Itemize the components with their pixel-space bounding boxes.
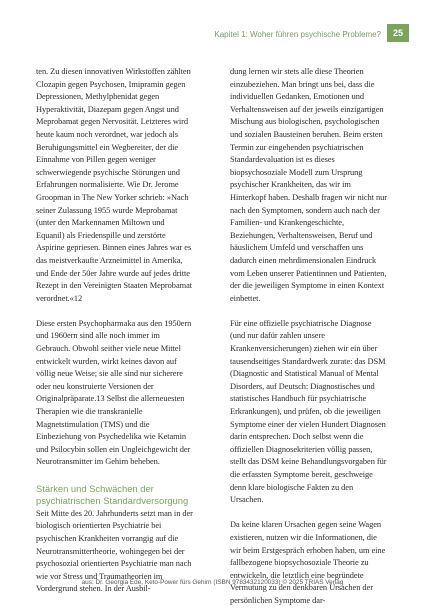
left-paragraph-3: Seit Mitte des 20. Jahrhunderts setzt man in der biologisch orientierten Psychiatrie bei psychischen Krankheiten vorrangig auf die Neurotransmittertheorie, wohingegen bei der psychosozial orientierten Psychiatrie man nach wie vor Stress und Traumatheorien im Vordergrund stehen. In der Ausbil- xyxy=(36,508,193,594)
section-heading: Stärken und Schwächen der psychiatrischen Standardversorgung xyxy=(36,483,189,507)
copyright-footer: aus: Dr. Georgia Ede, Keto-Power fürs Gehirn (ISBN 9783432120033) © 2025 TRIAS Verlag xyxy=(81,579,344,586)
right-paragraph-1: dung lernen wir stets alle diese Theorien einzubeziehen. Man bringt uns bei, dass die individuellen Gedanken, Emotionen und Verhaltensweisen auf der jeweils einzigartigen Mischung aus biologischen, psychologischen und sozialen Bausteinen beruhen. Beim ersten Termin zur eingehenden psychiatrischen Standardevaluation ist es dieses biopsychosoziale Modell zum Ursprung psychischer Krankheiten, das wir im Hinterkopf haben. Deshalb fragen wir nicht nur nach den Symptomen, sondern auch nach der Familien- und Krankengeschichte, Beziehungen, Verhaltensweisen, Beruf und häuslichem Umfeld und verschaffen uns dadurch einen mehrdimensionalen Eindruck vom Leben unserer Patientinnen und Patienten, der die jeweiligen Symptome in einen Kontext einbettet. xyxy=(230,67,388,303)
left-paragraph-1: ten. Zu diesen innovativen Wirkstoffen zählten Clozapin gegen Psychosen, Imipramin gegen Depressionen, Methylphenidat gegen Hyperaktivität, Diazepam gegen Angst und Meprobamat gegen Nervosität. Letzteres wird heute kaum noch verordnet, war jedoch als Beruhigungsmittel ein Wegbereiter, der die Einnahme von Pillen gegen weniger schwerwiegende psychische Störungen und Erfahrungen normalisierte. Wie Dr. Jerome Groopman in The New Yorker schrieb: »Nach seiner Zulassung 1955 wurde Meprobamat (unter den Markennamen Miltown und Equanil) als Friedenspille und zerstörte Aspirine gepriesen. Binnen eines Jahres war es das meistverkaufte Arzneimittel in Amerika, und Ende der 50er Jahre wurde auf jedes dritte Rezept in den Vereinigten Staaten Meprobamat verordnet.«12 xyxy=(36,67,193,303)
page-number-badge: 25 xyxy=(387,24,409,42)
left-paragraph-2: Diese ersten Psychopharmaka aus den 1950ern und 1960ern sind alle noch immer im Gebrauch. Obwohl seither viele neue Mittel entwickelt wurden, wirkt keines davon auf völlig neue Weise; sie alle sind nur sicherere oder neu konstruierte Versionen der Originalpräparate.13 Selbst die allerneuesten Therapien wie die transkranielle Magnetstimulation (TMS) und die Einbeziehung von Psychedelika wie Ketamin und Psilocybin sollen ein Ungleichgewicht der Neurotransmitter im Gehirn beheben. xyxy=(36,318,192,467)
right-column xyxy=(230,66,388,608)
running-header-title: Kapitel 1: Woher führen psychische Probleme? xyxy=(214,30,381,39)
left-column xyxy=(36,66,194,596)
right-paragraph-3: Da keine klaren Ursachen gegen seine Wagen existieren, nutzen wir die Informationen, die wir beim Erstgespräch erhoben haben, um eine fallbezogene biopsychosoziale Theorie zu entwickeln, die letztlich eine begründete Vermutung zu den denkbaren Ursachen der persönlichen Symptome dar- xyxy=(230,520,386,605)
right-paragraph-2: Für eine offizielle psychiatrische Diagnose (und nur dafür zahlen unsere Krankenversicherungen) ziehen wir ein über tausendseitiges Standardwerk zurate: das DSM (Diagnostic and Statistical Manual of Mental Disorders, auf Deutsch: Diagnostisches und statistisches Handbuch für psychiatrische Erkrankungen), und prüfen, ob die jeweiligen Symptome einer der vielen Hundert Diagnosen darin entsprechen. Doch selbst wenn die offiziellen Diagnosekriterien völlig passen, stellt das DSM keine Behandlungsvorgaben für die erfassten Symptome bereit, geschweige denn klare biologische Fakten zu den Ursachen. xyxy=(230,318,387,505)
